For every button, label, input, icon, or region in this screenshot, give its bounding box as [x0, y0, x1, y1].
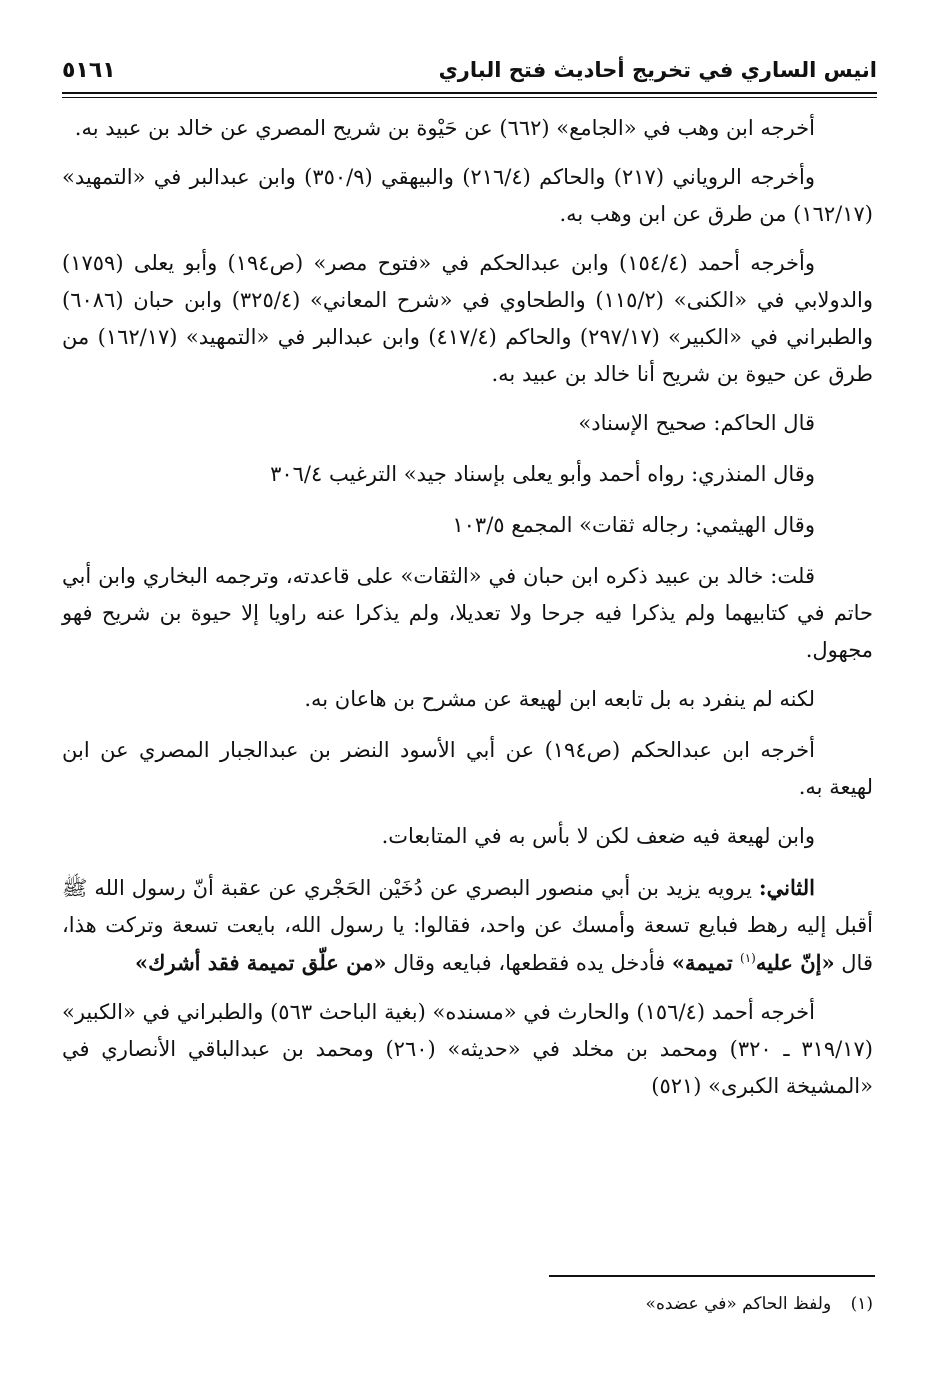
footnote-number: (١): [850, 1294, 873, 1314]
paragraph: وقال المنذري: رواه أحمد وأبو يعلى بإسناد جيد» الترغيب ٣٠٦/٤: [270, 462, 815, 486]
footnote-rule: [549, 1275, 875, 1277]
paragraph: أخرجه ابن وهب في «الجامع» (٦٦٢) عن حَيْوة بن شريح المصري عن خالد بن عبيد به.: [74, 116, 815, 140]
hadith-quote: «من علّق تميمة فقد أشرك»: [135, 950, 387, 975]
hadith-text: يرويه يزيد بن أبي منصور البصري عن دُخَيْن الحَجْري عن عقبة أنّ رسول الله ﷺ أقبل إليه رهط فبايع تسعة وأمسك عن واحد، فقالوا: يا رسول الله، بايعت تسعة وتركت هذا، قال: [62, 876, 873, 975]
header-rule: [62, 92, 877, 94]
header-title: انيس الساري في تخريج أحاديث فتح الباري: [438, 58, 877, 82]
paragraph: وأخرجه الروياني (٢١٧) والحاكم (٢١٦/٤) والبيهقي (٣٥٠/٩) وابن عبدالبر في «التمهيد» (١٦٢/١٧) من طرق عن ابن وهب به.: [62, 165, 873, 226]
footnote: [646, 1291, 873, 1317]
paragraph: وأخرجه أحمد (١٥٤/٤) وابن عبدالحكم في «فتوح مصر» (ص١٩٤) وأبو يعلى (١٧٥٩) والدولابي في «الكنى» (١١٥/٢) والطحاوي في «شرح المعاني» (٣٢٥/٤) وابن حبان (٦٠٨٦) والطبراني في «الكبير» (٢٩٧/١٧) والحاكم (٤١٧/٤) وابن عبدالبر في «التمهيد» (١٦٢/١٧) من طرق عن حيوة بن شريح أنا خالد بن عبيد به.: [62, 251, 874, 386]
page-number: ٥١٦١: [62, 58, 116, 83]
footnote-text: ولفظ الحاكم «في عضده»: [645, 1294, 832, 1314]
paragraph: أخرجه أحمد (١٥٦/٤) والحارث في «مسنده» (بغية الباحث ٥٦٣) والطبراني في «الكبير» (٣١٩/١٧ ـ ٣٢٠) ومحمد بن مخلد في «حديثه» (٢٦٠) ومحمد بن عبدالباقي الأنصاري في «المشيخة الكبرى» (٥٢١): [62, 1000, 873, 1098]
body-text: [62, 110, 873, 1117]
paragraph-hadith: [62, 869, 873, 982]
paragraph: قال الحاكم: صحيح الإسناد»: [578, 411, 815, 435]
paragraph: أخرجه ابن عبدالحكم (ص١٩٤) عن أبي الأسود النضر بن عبدالجبار المصري عن ابن لهيعة به.: [62, 738, 873, 799]
hadith-text: فأدخل يده فقطعها، فبايعه وقال: [386, 951, 672, 975]
running-header: [62, 52, 877, 92]
paragraph: وقال الهيثمي: رجاله ثقات» المجمع ١٠٣/٥: [452, 513, 815, 537]
section-label: الثاني:: [758, 875, 815, 900]
paragraph: وابن لهيعة فيه ضعف لكن لا بأس به في المتابعات.: [381, 824, 815, 848]
hadith-quote: تميمة»: [671, 950, 741, 975]
paragraph: قلت: خالد بن عبيد ذكره ابن حبان في «الثقات» على قاعدته، وترجمه البخاري وابن أبي حاتم في كتابيهما ولم يذكرا فيه جرحا ولا تعديلا، ولم يذكرا عنه راويا إلا حيوة بن شريح فهو مجهول.: [62, 564, 873, 662]
footnote-ref[interactable]: (١): [740, 951, 756, 965]
header-rule-thin: [62, 97, 877, 98]
paragraph: لكنه لم ينفرد به بل تابعه ابن لهيعة عن مشرح بن هاعان به.: [304, 687, 815, 711]
hadith-quote: «إنّ عليه: [755, 950, 835, 975]
